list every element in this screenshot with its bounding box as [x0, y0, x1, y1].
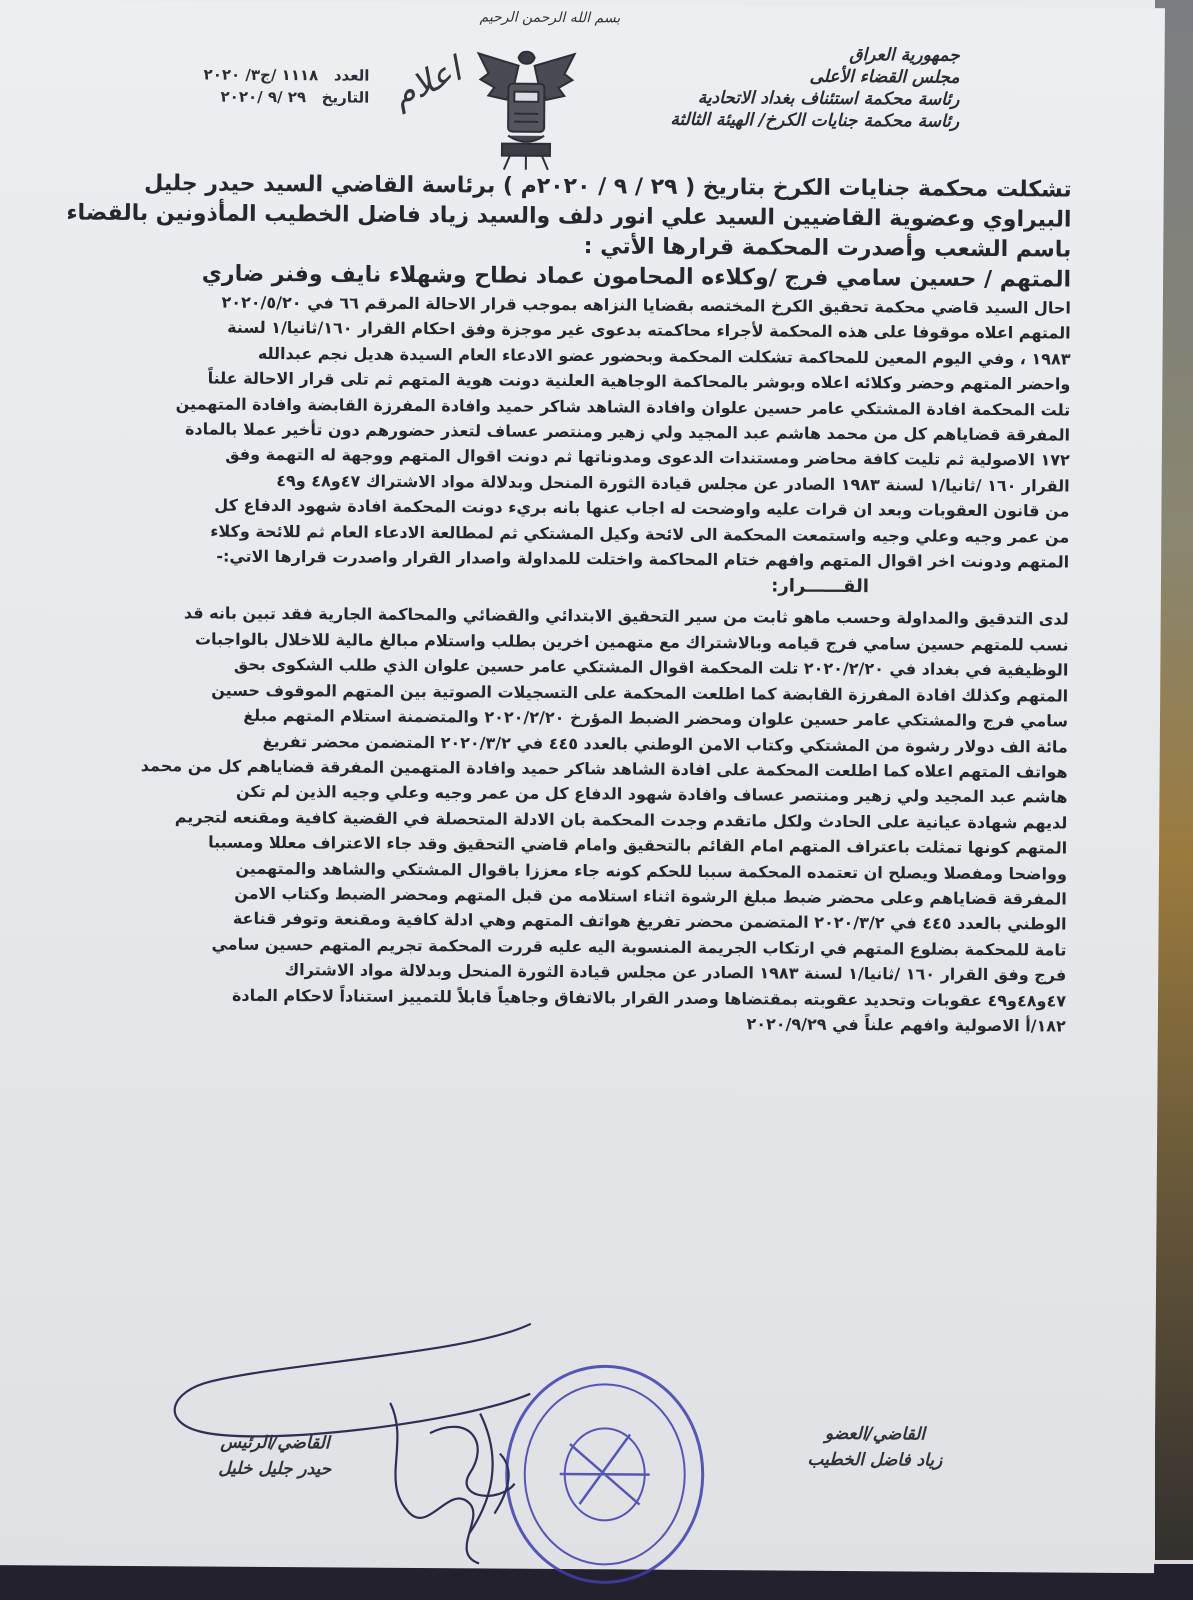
- court-composition: [26, 168, 1072, 295]
- proceedings-line: المتهم اعلاه موقوفا على هذه المحكمة لأجراء محاكمته بدعوى غير موجزة وفق احكام القرار ١٦٠/ثانيا/١ لسنة: [227, 318, 1071, 343]
- reference-block: [119, 63, 369, 109]
- member-signature-block: [775, 1421, 975, 1474]
- court-stamp-icon: [499, 1354, 716, 1590]
- issuer-block: [599, 42, 960, 133]
- proceedings-line: ١٩٨٣ ، وفي اليوم المعين للمحاكمة تشكلت المحكمة وبحضور عضو الادعاء العام السيدة هديل نجم عبدالله: [257, 343, 1071, 369]
- decision-body: [21, 168, 1072, 1039]
- handwritten-note: [386, 43, 468, 123]
- proceedings-line: القرار ١٦٠ /ثانيا/١ لسنة ١٩٨٣ الصادر عن مجلس قيادة الثورة المنحل وبدلالة مواد الاشتراك ٤٧و٤٨ و٤٩: [276, 470, 1070, 496]
- date-label: التاريخ: [321, 88, 370, 107]
- decision-line: الوطني بالعدد ٤٤٥ في ٢٠٢٠/٣/٢ المتضمن محضر تفريغ هواتف المتهم وهي ادلة كافية ومقنعة وتوفر قناعة: [232, 909, 1067, 934]
- proceedings-line: المتهم ودونت اخر اقوال المتهم وافهم ختام المحاكمة واختلت للمداولة واصدار القرار واصدرت قرارها الاتي:-: [216, 546, 1070, 572]
- decision-line: المتهم وكذلك افادة المفرزة القابضة كما اطلعت المحكمة على التسجيلات الصوتية بين المتهم الموقوف حسين: [211, 680, 1069, 706]
- member-title: القاضي/العضو: [824, 1423, 926, 1445]
- eagle-emblem-icon: [474, 43, 580, 174]
- decision-line: فرج وفق القرار ١٦٠ /ثانيا/١ لسنة ١٩٨٣ الصادر عن مجلس قيادة الثورة المنحل وبدلالة مواد الاشتراك: [284, 960, 1067, 985]
- proceedings-line: ١٧٢ الاصولية ثم تليت كافة محاضر ومستندات الدعوى ومدوناتها ثم دونت اقوال المتهم ووجهة له التهمة وفق: [225, 445, 1070, 470]
- proceedings-line: تلت المحكمة افادة المشتكي عامر حسين علوان وافادة الشاهد شاكر حميد وافادة المفرزة القابضة وافادة المتهمين: [175, 393, 1071, 420]
- intro-line: باسم الشعب وأصدرت المحكمة قرارها الأتي :: [583, 234, 1072, 263]
- president-name: حيدر جليل خليل: [218, 1458, 332, 1480]
- number-label: العدد: [333, 66, 370, 85]
- decision-line: سامي فرج والمشتكي عامر حسين علوان ومحضر الضبط المؤرخ ٢٠٢٠/٢/٢٠ والمتضمنة استلام المتهم مبلغ: [243, 705, 1069, 731]
- basmala: بسم الله الرحمن الرحيم: [479, 9, 621, 27]
- date-value: ٢٩ /٩ /٢٠٢٠: [220, 87, 307, 107]
- decision-line: هواتف المتهم اعلاه كما اطلعت المحكمة على افادة الشاهد شاكر حميد وافادة المتهمين المفرقة قضاياهم كل من محمد: [140, 755, 1068, 782]
- proceedings-line: المفرقة قضاياهم كل من محمد هاشم عبد المجيد ولي زهير ومنتصر عساف لتعذر حضورهم دون تأخير عملا بالمادة: [184, 419, 1071, 445]
- proceedings-line: من عمر وجيه وعلي وجيه واستمعت المحكمة الى لائحة وكيل المشتكي ثم لمطالعة الادعاء العام ثم للائحة وكلاء: [210, 521, 1070, 547]
- proceedings: [24, 288, 1071, 575]
- decision-line: وواضحا ومفصلا ويصلح ان تعتمده المحكمة سببا للحكم كونه جاء معززا باقوال المشتكي والشاهد والمتهمين: [235, 858, 1067, 884]
- decision-line: لدى التدقيق والمداولة وحسب ماهو ثابت من سير التحقيق الابتدائي والقضائي والمحاكمة الجارية فقد تبين بانه قد: [183, 603, 1069, 630]
- defendant-line: المتهم / حسين سامي فرج /وكلاءه المحامون عماد نطاح وشهلاء نايف وفنر ضاري: [201, 261, 1072, 293]
- intro-line: تشكلت محكمة جنايات الكرخ بتاريخ ( ٢٩ / ٩ / ٢٠٢٠م ) برئاسة القاضي السيد حيدر جليل: [144, 171, 1072, 203]
- proceedings-line: واحضر المتهم وحضر وكلائه اعلاه وبوشر بالمحاكمة الوجاهية العلنية دونت هوية المتهم ثم تلى قرار الاحالة علناً: [207, 368, 1071, 394]
- decision-line: ١٨٢/أ الاصولية وافهم علناً في ٢٠٢٠/٩/٢٩: [746, 1014, 1066, 1036]
- decision-line: تامة للمحكمة بضلوع المتهم في ارتكاب الجريمة المنسوبة اليه عليه قررت المحكمة تجريم المتهم حسين سامي: [211, 934, 1067, 960]
- intro-line: البيراوي وعضوية القاضيين السيد علي انور دلف والسيد زياد فاضل الخطيب المأذونين بالقضاء: [66, 200, 1072, 233]
- decision-line: الوظيفية في بغداد في ٢٠٢٠/٢/٢٠ تلت المحكمة اقوال المشتكي عامر حسين علوان الذي طلب الشكوى بحق: [233, 655, 1069, 680]
- reference-number: [119, 63, 369, 87]
- issuer-line: رئاسة محكمة جنايات الكرخ/ الهيئة الثالثة: [670, 109, 960, 132]
- decision-line: نسب للمتهم حسين سامي فرج قيامه وبالاشتراك مع متهمين اخرين بطلب واستلام مبالغ مالية للاخلال بالواجبات: [194, 629, 1069, 655]
- decision-title: القــــــرار:: [771, 575, 869, 598]
- decision-line: المتهم كونها تمثلت باعتراف المتهم امام القائم بالتحقيق وامام قاضي التحقيق وقد جاء الاعتراف معللا ومسببا: [208, 832, 1068, 858]
- svg-text:اعلام: اعلام: [386, 49, 468, 116]
- proceedings-line: احال السيد قاضي محكمة تحقيق الكرخ المختصه بقضايا النزاهه بموجب قرار الاحالة المرقم ٦٦ في ٢٠٢٠/٥/٢٠: [221, 292, 1071, 318]
- reference-date: [119, 85, 369, 109]
- decision-line: مائة الف دولار رشوة من المشتكي وكتاب الامن الوطني بالعدد ٤٤٥ في ٢٠٢٠/٣/٢ المتضمن محضر تفريغ: [262, 731, 1068, 757]
- issuer-line: مجلس القضاء الأعلى: [809, 66, 960, 88]
- number-value: ١١١٨ /ج٣/ ٢٠٢٠: [203, 65, 319, 85]
- decision-line: هاشم عبد المجيد ولي زهير ومنتصر عساف وافادة شهود الدفاع كل من عمر وجيه وعلي وجيه الذين لم تكن: [235, 782, 1068, 807]
- member-name: زياد فاضل الخطيب: [807, 1449, 943, 1471]
- decision-line: لديهم شهادة عيانية على الحادث ولكل ماتقدم وجدت المحكمة بان الادلة المتحصلة في القضية كافية ومقنعه لتجريم: [174, 807, 1068, 833]
- president-signature-block: [175, 1429, 375, 1482]
- proceedings-line: من قانون العقوبات وبعد ان قرات عليه واوضحت له اجاب عنها بانه بريء دونت المحكمة افادة شهود الدفاع كل: [214, 495, 1070, 521]
- decision-text: [21, 600, 1069, 1039]
- decision-line: ٤٧و٤٨و٤٩ عقوبات وتحديد عقوبته بمقتضاها وصدر القرار بالاتفاق وجاهياً قابلاً للتمييز استناداً لاحكام المادة: [231, 985, 1067, 1011]
- issuer-line: رئاسة محكمة استئناف بغداد الاتحادية: [697, 87, 960, 110]
- decision-line: المفرقة قضاياهم وعلى محضر ضبط مبلغ الرشوة اثناء استلامه من قبل المتهم ومحضر الضبط وكتاب الامن: [234, 883, 1067, 909]
- president-title: القاضي/الرئيس: [220, 1432, 330, 1454]
- issuer-line: جمهورية العراق: [849, 45, 960, 66]
